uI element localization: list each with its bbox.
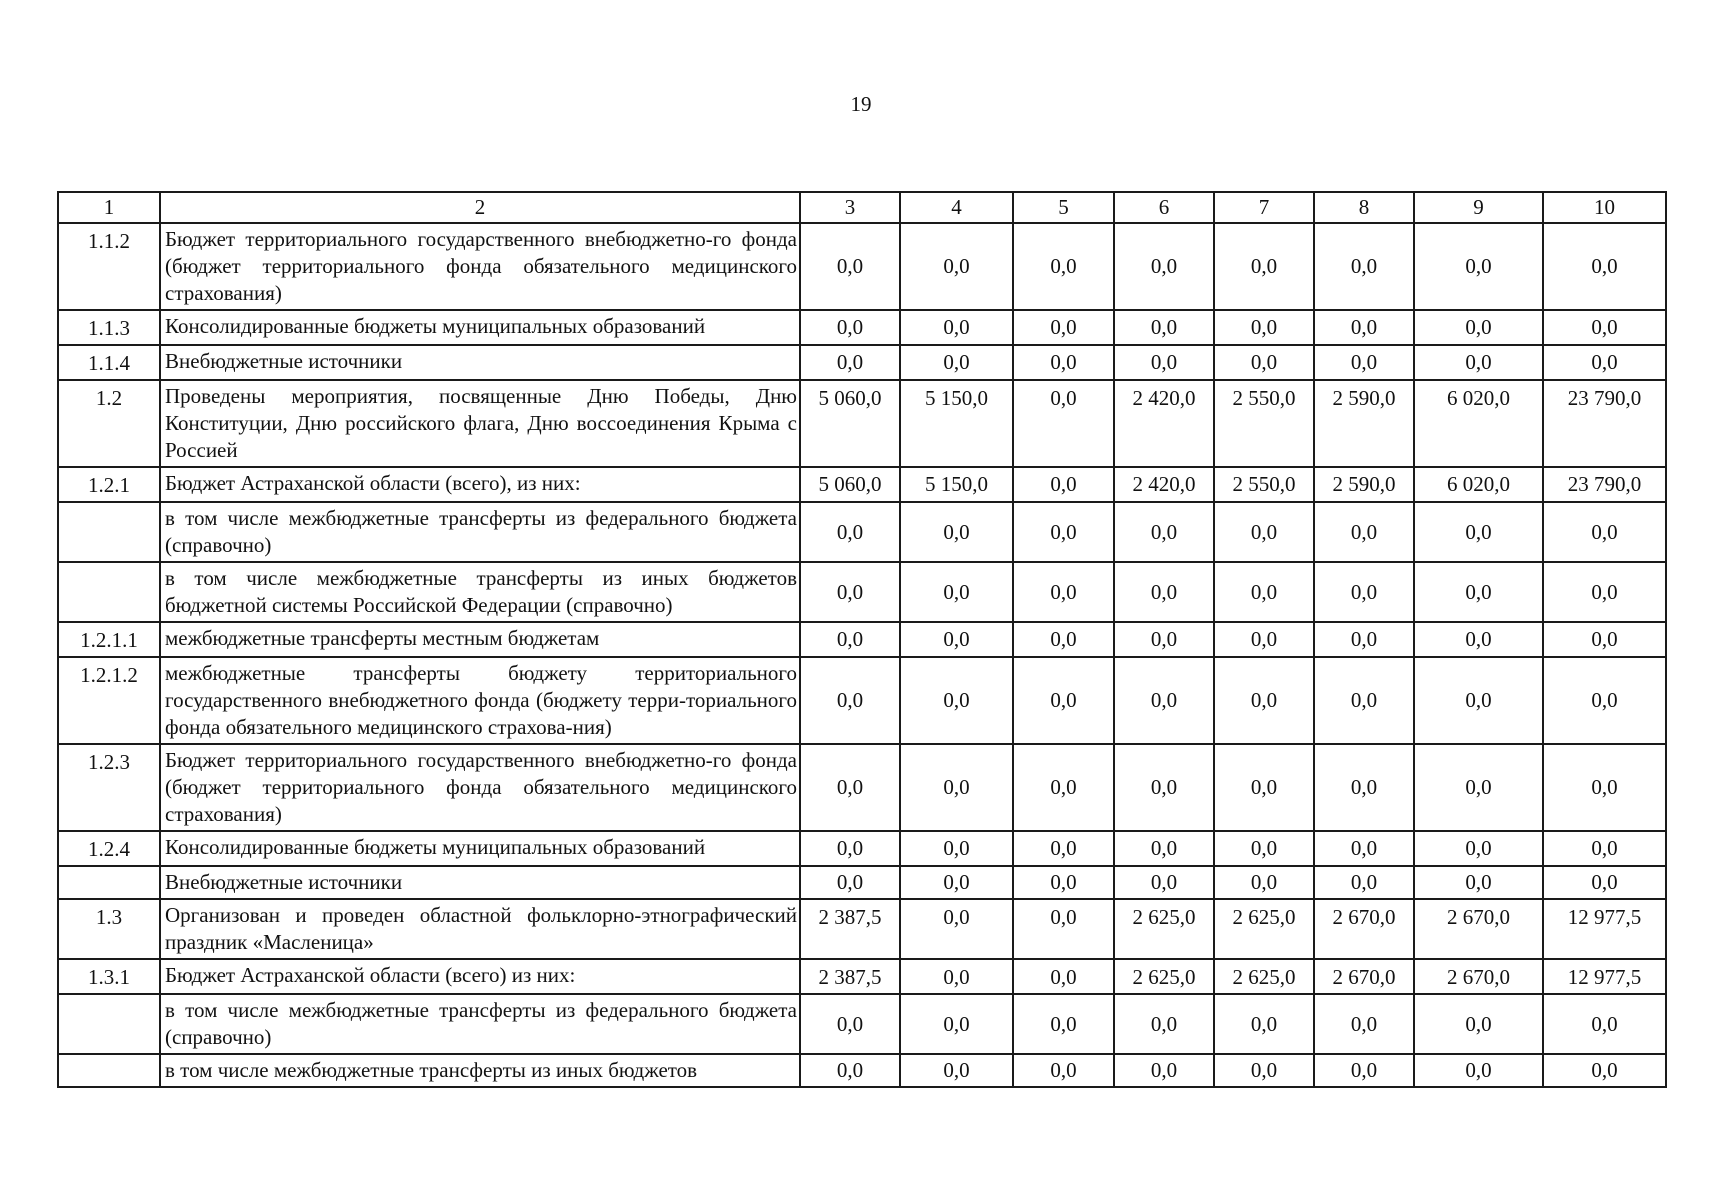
value-cell-col-5: 0,0 (1013, 562, 1114, 622)
value-cell-col-8: 2 590,0 (1314, 380, 1414, 467)
value-cell-col-4: 0,0 (900, 994, 1013, 1054)
table-row (58, 345, 1666, 380)
value-cell-col-6: 0,0 (1114, 744, 1214, 831)
column-header: 3 (800, 192, 900, 223)
value-cell-col-5: 0,0 (1013, 1054, 1114, 1087)
value-cell-col-10: 23 790,0 (1543, 380, 1666, 467)
row-code: 1.1.4 (58, 345, 160, 380)
value-cell-col-8: 0,0 (1314, 744, 1414, 831)
value-cell-col-4: 0,0 (900, 1054, 1013, 1087)
row-description: Бюджет Астраханской области (всего), из них: (160, 467, 800, 502)
row-code: 1.3 (58, 899, 160, 959)
value-cell-col-8: 0,0 (1314, 562, 1414, 622)
value-cell-col-6: 0,0 (1114, 562, 1214, 622)
value-cell-col-4: 0,0 (900, 223, 1013, 310)
value-cell-col-6: 0,0 (1114, 657, 1214, 744)
value-cell-col-7: 0,0 (1214, 502, 1314, 562)
column-header: 10 (1543, 192, 1666, 223)
table-row (58, 467, 1666, 502)
value-cell-col-6: 2 625,0 (1114, 899, 1214, 959)
table-row (58, 380, 1666, 467)
row-description: Бюджет территориального государственного внебюджетно-го фонда (бюджет территориального фонда обязательного медицинского страхования) (160, 744, 800, 831)
value-cell-col-9: 0,0 (1414, 622, 1543, 657)
column-header: 2 (160, 192, 800, 223)
value-cell-col-9: 6 020,0 (1414, 380, 1543, 467)
row-description: Бюджет Астраханской области (всего) из них: (160, 959, 800, 994)
table-row (58, 744, 1666, 831)
column-number-row (58, 192, 1666, 223)
table-row (58, 223, 1666, 310)
column-header: 7 (1214, 192, 1314, 223)
value-cell-col-3: 0,0 (800, 657, 900, 744)
value-cell-col-4: 0,0 (900, 310, 1013, 345)
value-cell-col-3: 0,0 (800, 866, 900, 899)
value-cell-col-6: 0,0 (1114, 345, 1214, 380)
value-cell-col-4: 0,0 (900, 345, 1013, 380)
value-cell-col-6: 0,0 (1114, 310, 1214, 345)
value-cell-col-3: 0,0 (800, 1054, 900, 1087)
value-cell-col-6: 2 625,0 (1114, 959, 1214, 994)
value-cell-col-9: 0,0 (1414, 562, 1543, 622)
row-description: Внебюджетные источники (160, 345, 800, 380)
value-cell-col-10: 0,0 (1543, 345, 1666, 380)
value-cell-col-4: 0,0 (900, 562, 1013, 622)
value-cell-col-8: 0,0 (1314, 866, 1414, 899)
value-cell-col-5: 0,0 (1013, 657, 1114, 744)
value-cell-col-6: 2 420,0 (1114, 380, 1214, 467)
value-cell-col-5: 0,0 (1013, 467, 1114, 502)
table-row (58, 622, 1666, 657)
value-cell-col-9: 0,0 (1414, 866, 1543, 899)
value-cell-col-7: 0,0 (1214, 1054, 1314, 1087)
row-code: 1.2.3 (58, 744, 160, 831)
row-code: 1.1.2 (58, 223, 160, 310)
value-cell-col-9: 0,0 (1414, 994, 1543, 1054)
value-cell-col-4: 0,0 (900, 831, 1013, 866)
value-cell-col-3: 0,0 (800, 994, 900, 1054)
value-cell-col-8: 2 590,0 (1314, 467, 1414, 502)
value-cell-col-3: 5 060,0 (800, 467, 900, 502)
value-cell-col-5: 0,0 (1013, 831, 1114, 866)
table-row (58, 899, 1666, 959)
table-row (58, 959, 1666, 994)
value-cell-col-10: 0,0 (1543, 994, 1666, 1054)
value-cell-col-9: 0,0 (1414, 744, 1543, 831)
table-row (58, 502, 1666, 562)
value-cell-col-10: 0,0 (1543, 1054, 1666, 1087)
budget-table (57, 191, 1667, 1088)
value-cell-col-5: 0,0 (1013, 380, 1114, 467)
row-description: Внебюджетные источники (160, 866, 800, 899)
value-cell-col-7: 0,0 (1214, 345, 1314, 380)
row-code: 1.1.3 (58, 310, 160, 345)
value-cell-col-3: 0,0 (800, 223, 900, 310)
column-header: 6 (1114, 192, 1214, 223)
value-cell-col-3: 0,0 (800, 744, 900, 831)
value-cell-col-7: 0,0 (1214, 223, 1314, 310)
value-cell-col-10: 0,0 (1543, 657, 1666, 744)
value-cell-col-10: 0,0 (1543, 866, 1666, 899)
value-cell-col-7: 2 625,0 (1214, 899, 1314, 959)
value-cell-col-6: 0,0 (1114, 622, 1214, 657)
value-cell-col-9: 0,0 (1414, 223, 1543, 310)
row-description: межбюджетные трансферты бюджету территориального государственного внебюджетного фонда (бюджету терри-ториального фонда обязательного медицинского страхова-ния) (160, 657, 800, 744)
table-row (58, 1054, 1666, 1087)
value-cell-col-4: 0,0 (900, 657, 1013, 744)
page-number: 19 (850, 92, 872, 116)
value-cell-col-8: 0,0 (1314, 310, 1414, 345)
value-cell-col-7: 0,0 (1214, 622, 1314, 657)
value-cell-col-8: 0,0 (1314, 622, 1414, 657)
value-cell-col-4: 0,0 (900, 744, 1013, 831)
value-cell-col-7: 0,0 (1214, 562, 1314, 622)
value-cell-col-9: 0,0 (1414, 831, 1543, 866)
value-cell-col-6: 0,0 (1114, 831, 1214, 866)
value-cell-col-4: 0,0 (900, 622, 1013, 657)
row-code (58, 994, 160, 1054)
row-code (58, 866, 160, 899)
value-cell-col-10: 0,0 (1543, 502, 1666, 562)
table-body (58, 223, 1666, 1087)
value-cell-col-10: 0,0 (1543, 223, 1666, 310)
value-cell-col-10: 0,0 (1543, 831, 1666, 866)
row-description: в том числе межбюджетные трансферты из иных бюджетов бюджетной системы Российской Федерации (справочно) (160, 562, 800, 622)
column-header: 5 (1013, 192, 1114, 223)
value-cell-col-10: 0,0 (1543, 622, 1666, 657)
value-cell-col-5: 0,0 (1013, 959, 1114, 994)
value-cell-col-3: 2 387,5 (800, 959, 900, 994)
value-cell-col-8: 2 670,0 (1314, 959, 1414, 994)
value-cell-col-8: 0,0 (1314, 994, 1414, 1054)
value-cell-col-9: 0,0 (1414, 310, 1543, 345)
value-cell-col-8: 0,0 (1314, 345, 1414, 380)
value-cell-col-4: 0,0 (900, 866, 1013, 899)
value-cell-col-7: 0,0 (1214, 310, 1314, 345)
value-cell-col-3: 0,0 (800, 622, 900, 657)
value-cell-col-9: 0,0 (1414, 657, 1543, 744)
row-code (58, 1054, 160, 1087)
value-cell-col-8: 0,0 (1314, 831, 1414, 866)
value-cell-col-6: 0,0 (1114, 223, 1214, 310)
table-row (58, 657, 1666, 744)
value-cell-col-3: 0,0 (800, 310, 900, 345)
row-description: в том числе межбюджетные трансферты из федерального бюджета (справочно) (160, 994, 800, 1054)
table-row (58, 994, 1666, 1054)
value-cell-col-4: 0,0 (900, 959, 1013, 994)
column-header: 1 (58, 192, 160, 223)
value-cell-col-4: 5 150,0 (900, 380, 1013, 467)
value-cell-col-10: 0,0 (1543, 310, 1666, 345)
value-cell-col-5: 0,0 (1013, 866, 1114, 899)
table-row (58, 831, 1666, 866)
value-cell-col-8: 0,0 (1314, 223, 1414, 310)
row-code: 1.2.4 (58, 831, 160, 866)
value-cell-col-7: 2 625,0 (1214, 959, 1314, 994)
value-cell-col-7: 0,0 (1214, 831, 1314, 866)
value-cell-col-5: 0,0 (1013, 502, 1114, 562)
value-cell-col-10: 12 977,5 (1543, 899, 1666, 959)
value-cell-col-5: 0,0 (1013, 223, 1114, 310)
column-header: 8 (1314, 192, 1414, 223)
value-cell-col-4: 0,0 (900, 502, 1013, 562)
row-description: Консолидированные бюджеты муниципальных образований (160, 310, 800, 345)
value-cell-col-9: 2 670,0 (1414, 899, 1543, 959)
value-cell-col-5: 0,0 (1013, 994, 1114, 1054)
value-cell-col-6: 0,0 (1114, 1054, 1214, 1087)
value-cell-col-8: 0,0 (1314, 502, 1414, 562)
row-code: 1.2.1.2 (58, 657, 160, 744)
value-cell-col-5: 0,0 (1013, 310, 1114, 345)
table-row (58, 866, 1666, 899)
value-cell-col-3: 2 387,5 (800, 899, 900, 959)
value-cell-col-9: 2 670,0 (1414, 959, 1543, 994)
row-code: 1.2.1 (58, 467, 160, 502)
row-description: в том числе межбюджетные трансферты из федерального бюджета (справочно) (160, 502, 800, 562)
value-cell-col-5: 0,0 (1013, 899, 1114, 959)
value-cell-col-7: 2 550,0 (1214, 467, 1314, 502)
value-cell-col-10: 12 977,5 (1543, 959, 1666, 994)
table-row (58, 562, 1666, 622)
value-cell-col-10: 0,0 (1543, 562, 1666, 622)
value-cell-col-5: 0,0 (1013, 744, 1114, 831)
value-cell-col-9: 0,0 (1414, 1054, 1543, 1087)
value-cell-col-7: 0,0 (1214, 744, 1314, 831)
value-cell-col-3: 0,0 (800, 345, 900, 380)
value-cell-col-5: 0,0 (1013, 622, 1114, 657)
value-cell-col-10: 0,0 (1543, 744, 1666, 831)
value-cell-col-3: 0,0 (800, 831, 900, 866)
column-header: 9 (1414, 192, 1543, 223)
value-cell-col-8: 0,0 (1314, 657, 1414, 744)
value-cell-col-3: 0,0 (800, 502, 900, 562)
value-cell-col-4: 5 150,0 (900, 467, 1013, 502)
row-code (58, 562, 160, 622)
table-header (58, 192, 1666, 223)
column-header: 4 (900, 192, 1013, 223)
row-description: Бюджет территориального государственного внебюджетно-го фонда (бюджет территориального фонда обязательного медицинского страхования) (160, 223, 800, 310)
row-description: в том числе межбюджетные трансферты из иных бюджетов (160, 1054, 800, 1087)
row-description: Организован и проведен областной фольклорно-этнографический праздник «Масленица» (160, 899, 800, 959)
value-cell-col-10: 23 790,0 (1543, 467, 1666, 502)
row-code: 1.2 (58, 380, 160, 467)
value-cell-col-8: 0,0 (1314, 1054, 1414, 1087)
value-cell-col-5: 0,0 (1013, 345, 1114, 380)
table-row (58, 310, 1666, 345)
row-description: межбюджетные трансферты местным бюджетам (160, 622, 800, 657)
row-code: 1.2.1.1 (58, 622, 160, 657)
value-cell-col-6: 0,0 (1114, 866, 1214, 899)
value-cell-col-6: 2 420,0 (1114, 467, 1214, 502)
value-cell-col-7: 0,0 (1214, 657, 1314, 744)
value-cell-col-9: 0,0 (1414, 345, 1543, 380)
value-cell-col-6: 0,0 (1114, 502, 1214, 562)
value-cell-col-3: 5 060,0 (800, 380, 900, 467)
value-cell-col-9: 6 020,0 (1414, 467, 1543, 502)
value-cell-col-8: 2 670,0 (1314, 899, 1414, 959)
value-cell-col-9: 0,0 (1414, 502, 1543, 562)
row-description: Консолидированные бюджеты муниципальных образований (160, 831, 800, 866)
value-cell-col-3: 0,0 (800, 562, 900, 622)
value-cell-col-7: 0,0 (1214, 866, 1314, 899)
value-cell-col-7: 0,0 (1214, 994, 1314, 1054)
row-description: Проведены мероприятия, посвященные Дню Победы, Дню Конституции, Дню российского флага, Дню воссоединения Крыма с Россией (160, 380, 800, 467)
row-code (58, 502, 160, 562)
value-cell-col-6: 0,0 (1114, 994, 1214, 1054)
value-cell-col-4: 0,0 (900, 899, 1013, 959)
row-code: 1.3.1 (58, 959, 160, 994)
value-cell-col-7: 2 550,0 (1214, 380, 1314, 467)
